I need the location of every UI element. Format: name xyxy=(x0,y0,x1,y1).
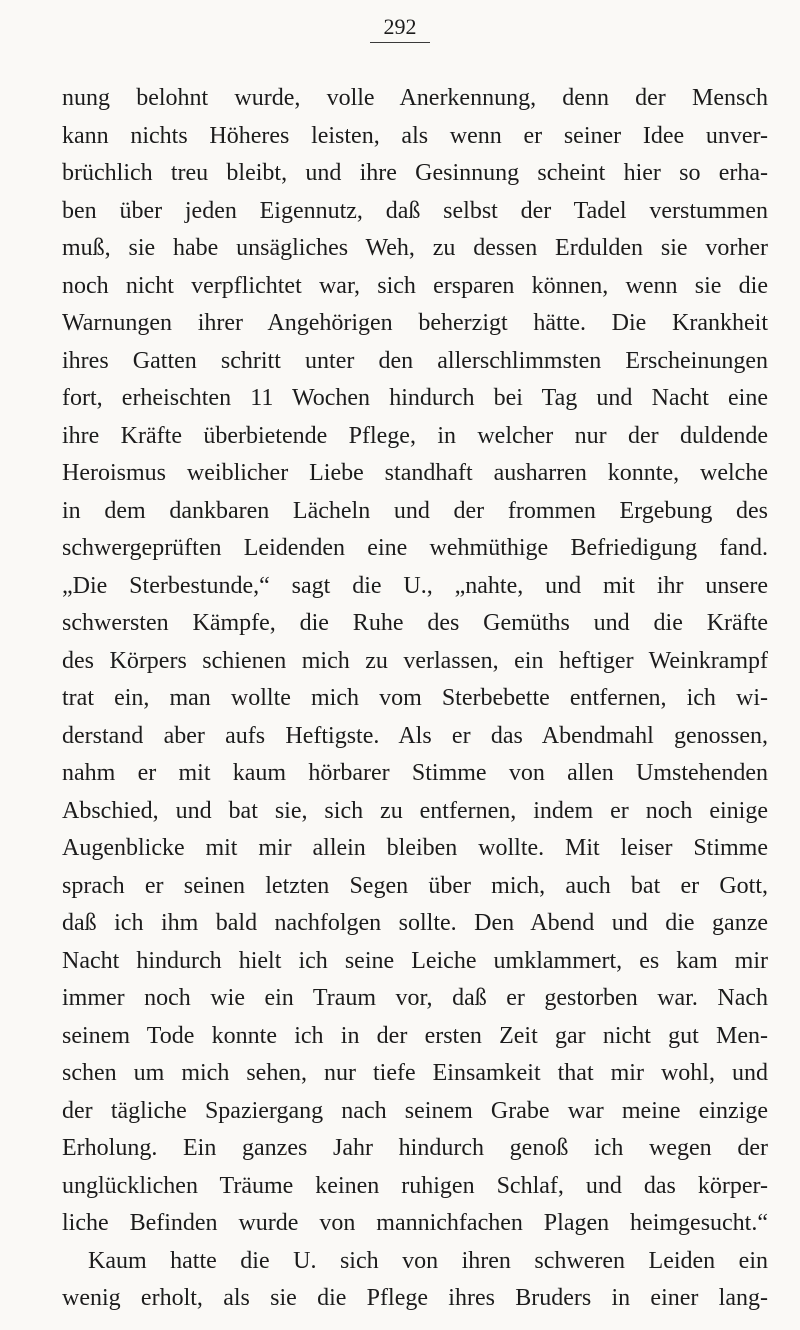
text-line: muß, sie habe unsägliches Weh, zu dessen Erdulden sie vorher xyxy=(62,235,768,261)
text-line: liche Befinden wurde von mannichfachen Plagen heimgesucht.“ xyxy=(62,1210,768,1236)
text-line: seinem Tode konnte ich in der ersten Zeit gar nicht gut Men- xyxy=(62,1022,768,1049)
text-line: Abschied, und bat sie, sich zu entfernen, indem er noch einige xyxy=(62,797,768,824)
text-line: noch nicht verpflichtet war, sich ersparen können, wenn sie die xyxy=(62,272,768,299)
text-line: daß ich ihm bald nachfolgen sollte. Den Abend und die ganze xyxy=(62,910,768,936)
text-line: Heroismus weiblicher Liebe standhaft ausharren konnte, welche xyxy=(62,460,768,486)
text-line: nung belohnt wurde, volle Anerkennung, denn der Mensch xyxy=(62,85,768,111)
text-line: schwergeprüften Leidenden eine wehmüthige Befriedigung fand. xyxy=(62,535,768,561)
body-text xyxy=(62,80,768,1318)
text-line: ihre Kräfte überbietende Pflege, in welcher nur der duldende xyxy=(62,422,768,449)
text-line: des Körpers schienen mich zu verlassen, ein heftiger Weinkrampf xyxy=(62,647,768,674)
text-line: Nacht hindurch hielt ich seine Leiche umklammert, es kam mir xyxy=(62,947,768,974)
text-line: Augenblicke mit mir allein bleiben wollte. Mit leiser Stimme xyxy=(62,835,768,861)
text-line: wenig erholt, als sie die Pflege ihres Bruders in einer lang- xyxy=(62,1285,768,1311)
text-line: in dem dankbaren Lächeln und der frommen Ergebung des xyxy=(62,497,768,524)
text-line: immer noch wie ein Traum vor, daß er gestorben war. Nach xyxy=(62,985,768,1011)
text-line: sprach er seinen letzten Segen über mich, auch bat er Gott, xyxy=(62,872,768,899)
text-line: trat ein, man wollte mich vom Sterbebette entfernen, ich wi- xyxy=(62,685,768,711)
text-line: Erholung. Ein ganzes Jahr hindurch genoß ich wegen der xyxy=(62,1135,768,1161)
text-line: „Die Sterbestunde,“ sagt die U., „nahte, und mit ihr unsere xyxy=(62,572,768,599)
text-line: Warnungen ihrer Angehörigen beherzigt hätte. Die Krankheit xyxy=(62,310,768,336)
text-line: derstand aber aufs Heftigste. Als er das Abendmahl genossen, xyxy=(62,722,768,749)
text-line: schen um mich sehen, nur tiefe Einsamkeit that mir wohl, und xyxy=(62,1060,768,1086)
text-line: kann nichts Höheres leisten, als wenn er seiner Idee unver- xyxy=(62,122,768,149)
paragraph-start-line: Kaum hatte die U. sich von ihren schweren Leiden ein xyxy=(88,1247,768,1274)
text-line: ihres Gatten schritt unter den allerschlimmsten Erscheinungen xyxy=(62,347,768,374)
text-line: unglücklichen Träume keinen ruhigen Schlaf, und das körper- xyxy=(62,1172,768,1199)
text-line: fort, erheischten 11 Wochen hindurch bei Tag und Nacht eine xyxy=(62,385,768,411)
page-number: 292 xyxy=(370,14,430,43)
text-line: nahm er mit kaum hörbarer Stimme von allen Umstehenden xyxy=(62,760,768,786)
text-line: der tägliche Spaziergang nach seinem Grabe war meine einzige xyxy=(62,1097,768,1124)
text-line: ben über jeden Eigennutz, daß selbst der Tadel verstummen xyxy=(62,197,768,224)
text-line: schwersten Kämpfe, die Ruhe des Gemüths und die Kräfte xyxy=(62,610,768,636)
text-line: brüchlich treu bleibt, und ihre Gesinnung scheint hier so erha- xyxy=(62,160,768,186)
